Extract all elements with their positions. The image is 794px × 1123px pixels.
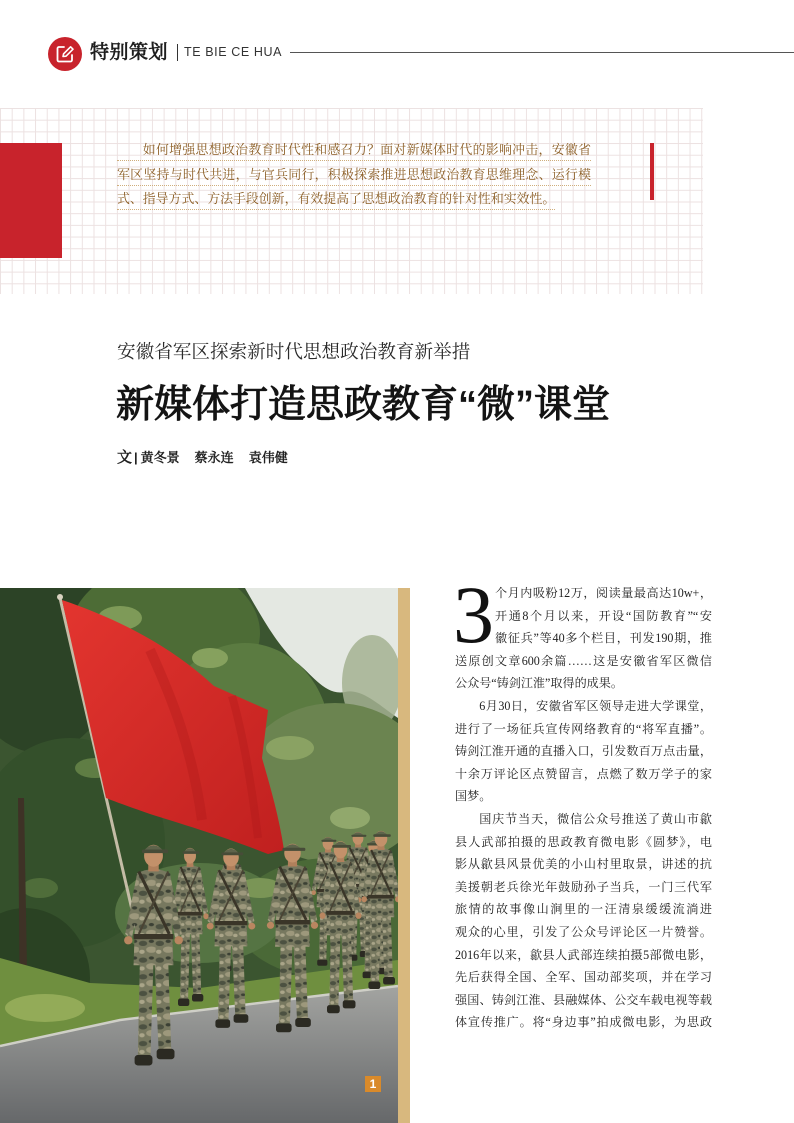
intro-line: 军区坚持与时代共进，与官兵同行，积极探索推进思想政治教育思维理念、运行模: [117, 165, 591, 186]
body-line: 铸剑江淮开通的直播入口，引发数百万点击量，: [455, 744, 712, 759]
body-line: 十余万评论区点赞留言，点燃了数万学子的家: [455, 766, 712, 781]
byline-label: 文: [117, 450, 133, 466]
section-title: 特别策划: [90, 42, 169, 63]
intro-line: 式、指导方式、方法手段创新，有效提高了思想政治教育的针对性和实效性。: [117, 189, 555, 210]
body-line: 美援朝老兵徐光年鼓励孙子当兵，一门三代军: [455, 879, 712, 894]
body-line: 县人武部拍摄的思政教育微电影《圆梦》，电: [455, 834, 712, 849]
body-line: 公众号“铸剑江淮”取得的成果。: [455, 676, 623, 691]
body-line: 强国、铸剑江淮、县融媒体、公交车载电视等载: [455, 992, 712, 1007]
flag-finial: [57, 594, 63, 600]
intro-line: 如何增强思想政治教育时代性和感召力？面对新媒体时代的影响冲击，安徽省: [117, 140, 591, 161]
body-line: 旅情的故事像山涧里的一汪清泉缓缓流淌进: [455, 902, 712, 917]
body-line: 影从歙县风景优美的小山村里取景，讲述的抗: [455, 857, 712, 872]
drop-cap: 3: [453, 569, 494, 660]
photo-scene: [0, 588, 398, 1123]
intro-red-block: [0, 143, 62, 258]
body-line: 6月30日，安徽省军区领导走进大学课堂，: [479, 698, 712, 713]
photo-number-badge: 1: [365, 1076, 381, 1092]
author-name: 袁伟健: [248, 450, 288, 465]
grass-highlight: [5, 994, 85, 1022]
header-divider: [177, 44, 178, 61]
photo-side-bar: [398, 588, 410, 1123]
body-line: 2016年以来，歙县人武部连续拍摄5部微电影，: [455, 947, 712, 962]
body-line: 徽征兵”等40多个栏目，刊发190期，推: [495, 631, 712, 646]
author-name: 黄冬景: [140, 450, 180, 465]
header-rule: [290, 52, 794, 53]
paragraph: [455, 582, 712, 695]
byline: [117, 449, 303, 467]
author-name: 蔡永连: [194, 450, 234, 465]
paragraph: [455, 695, 712, 808]
section-pinyin: TE BIE CE HUA: [184, 45, 283, 59]
body-line: 送原创文章600余篇……这是安徽省军区微信: [455, 653, 712, 668]
byline-separator: |: [134, 450, 138, 465]
intro-text: [117, 140, 591, 214]
edit-icon: [55, 44, 75, 64]
article-photo: [0, 588, 398, 1123]
body-line: 国庆节当天，微信公众号推送了黄山市歙: [479, 811, 712, 826]
article-body: [455, 582, 712, 1034]
body-line: 观众的心里，引发了公众号评论区一片赞誉。: [455, 924, 712, 939]
article-subtitle: 安徽省军区探索新时代思想政治教育新举措: [117, 341, 471, 362]
body-line: 进行了一场征兵宣传网络教育的“将军直播”。: [455, 721, 712, 736]
body-line: 先后获得全国、全军、国动部奖项，并在学习: [455, 970, 712, 985]
section-badge: [48, 37, 82, 71]
body-line: 体宣传推广。将“身边事”拍成微电影，为思政: [455, 1015, 712, 1030]
body-line: 国梦。: [455, 789, 492, 804]
body-line: 开通8个月以来，开设“国防教育”“安: [495, 608, 712, 623]
paragraph: [455, 808, 712, 1034]
intro-red-bar: [650, 143, 654, 200]
body-line: 个月内吸粉12万，阅读量最高达10w+，: [495, 586, 712, 600]
article-title: 新媒体打造思政教育“微”课堂: [116, 384, 611, 426]
